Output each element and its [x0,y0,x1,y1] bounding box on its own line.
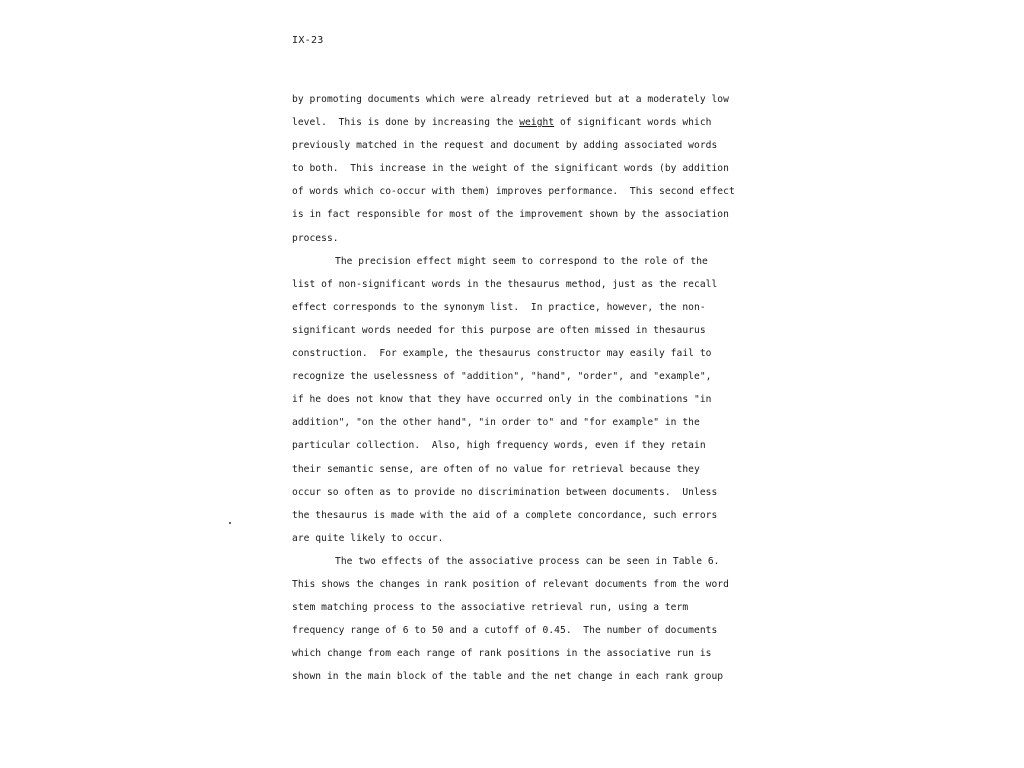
text-line: the thesaurus is made with the aid of a complete concordance, such errors [292,509,718,521]
text-line: by promoting documents which were already retrieved but at a moderately low [292,94,729,105]
text-line: stem matching process to the associative retrieval run, using a term [292,602,689,614]
text-line: frequency range of 6 to 50 and a cutoff of 0.45. The number of documents [292,625,718,637]
scan-speck [229,522,231,524]
text-line: recognize the uselessness of "addition", "hand", "order", and "example", [292,371,712,383]
text-line: which change from each range of rank positions in the associative run is [292,648,712,660]
text-line: are quite likely to occur. [292,532,444,544]
text-line: to both. This increase in the weight of the significant words (by addition [292,163,729,175]
text-line: addition", "on the other hand", "in order to" and "for example" in the [292,417,700,429]
paragraph-first-line: The precision effect might seem to correspond to the role of the [335,255,708,267]
text-line: particular collection. Also, high frequency words, even if they retain [292,440,706,452]
paragraph-first-line: The two effects of the associative process can be seen in Table 6. [335,555,720,567]
text-line: construction. For example, the thesaurus constructor may easily fail to [292,348,712,360]
text-segment: of significant words which [554,117,712,129]
page-number: IX-23 [292,35,324,46]
text-segment: level. This is done by increasing the [292,117,520,129]
text-line: of words which co-occur with them) improves performance. This second effect [292,186,735,198]
underlined-word: weight [519,117,555,129]
text-line: effect corresponds to the synonym list. In practice, however, the non- [292,301,706,313]
text-line: list of non-significant words in the thesaurus method, just as the recall [292,278,718,290]
text-line: previously matched in the request and document by adding associated words [292,140,718,152]
text-line: This shows the changes in rank position of relevant documents from the word [292,578,729,590]
text-line: is in fact responsible for most of the improvement shown by the association [292,209,729,221]
text-line: process. [292,232,339,244]
text-line: if he does not know that they have occurred only in the combinations "in [292,394,712,406]
text-line: shown in the main block of the table and the net change in each rank group [292,671,724,683]
text-line: significant words needed for this purpose are often missed in thesaurus [292,324,706,336]
text-line: their semantic sense, are often of no value for retrieval because they [292,463,700,475]
text-line: occur so often as to provide no discrimination between documents. Unless [292,486,718,498]
body-text [292,92,735,692]
text-line-with-emphasis [292,115,722,138]
